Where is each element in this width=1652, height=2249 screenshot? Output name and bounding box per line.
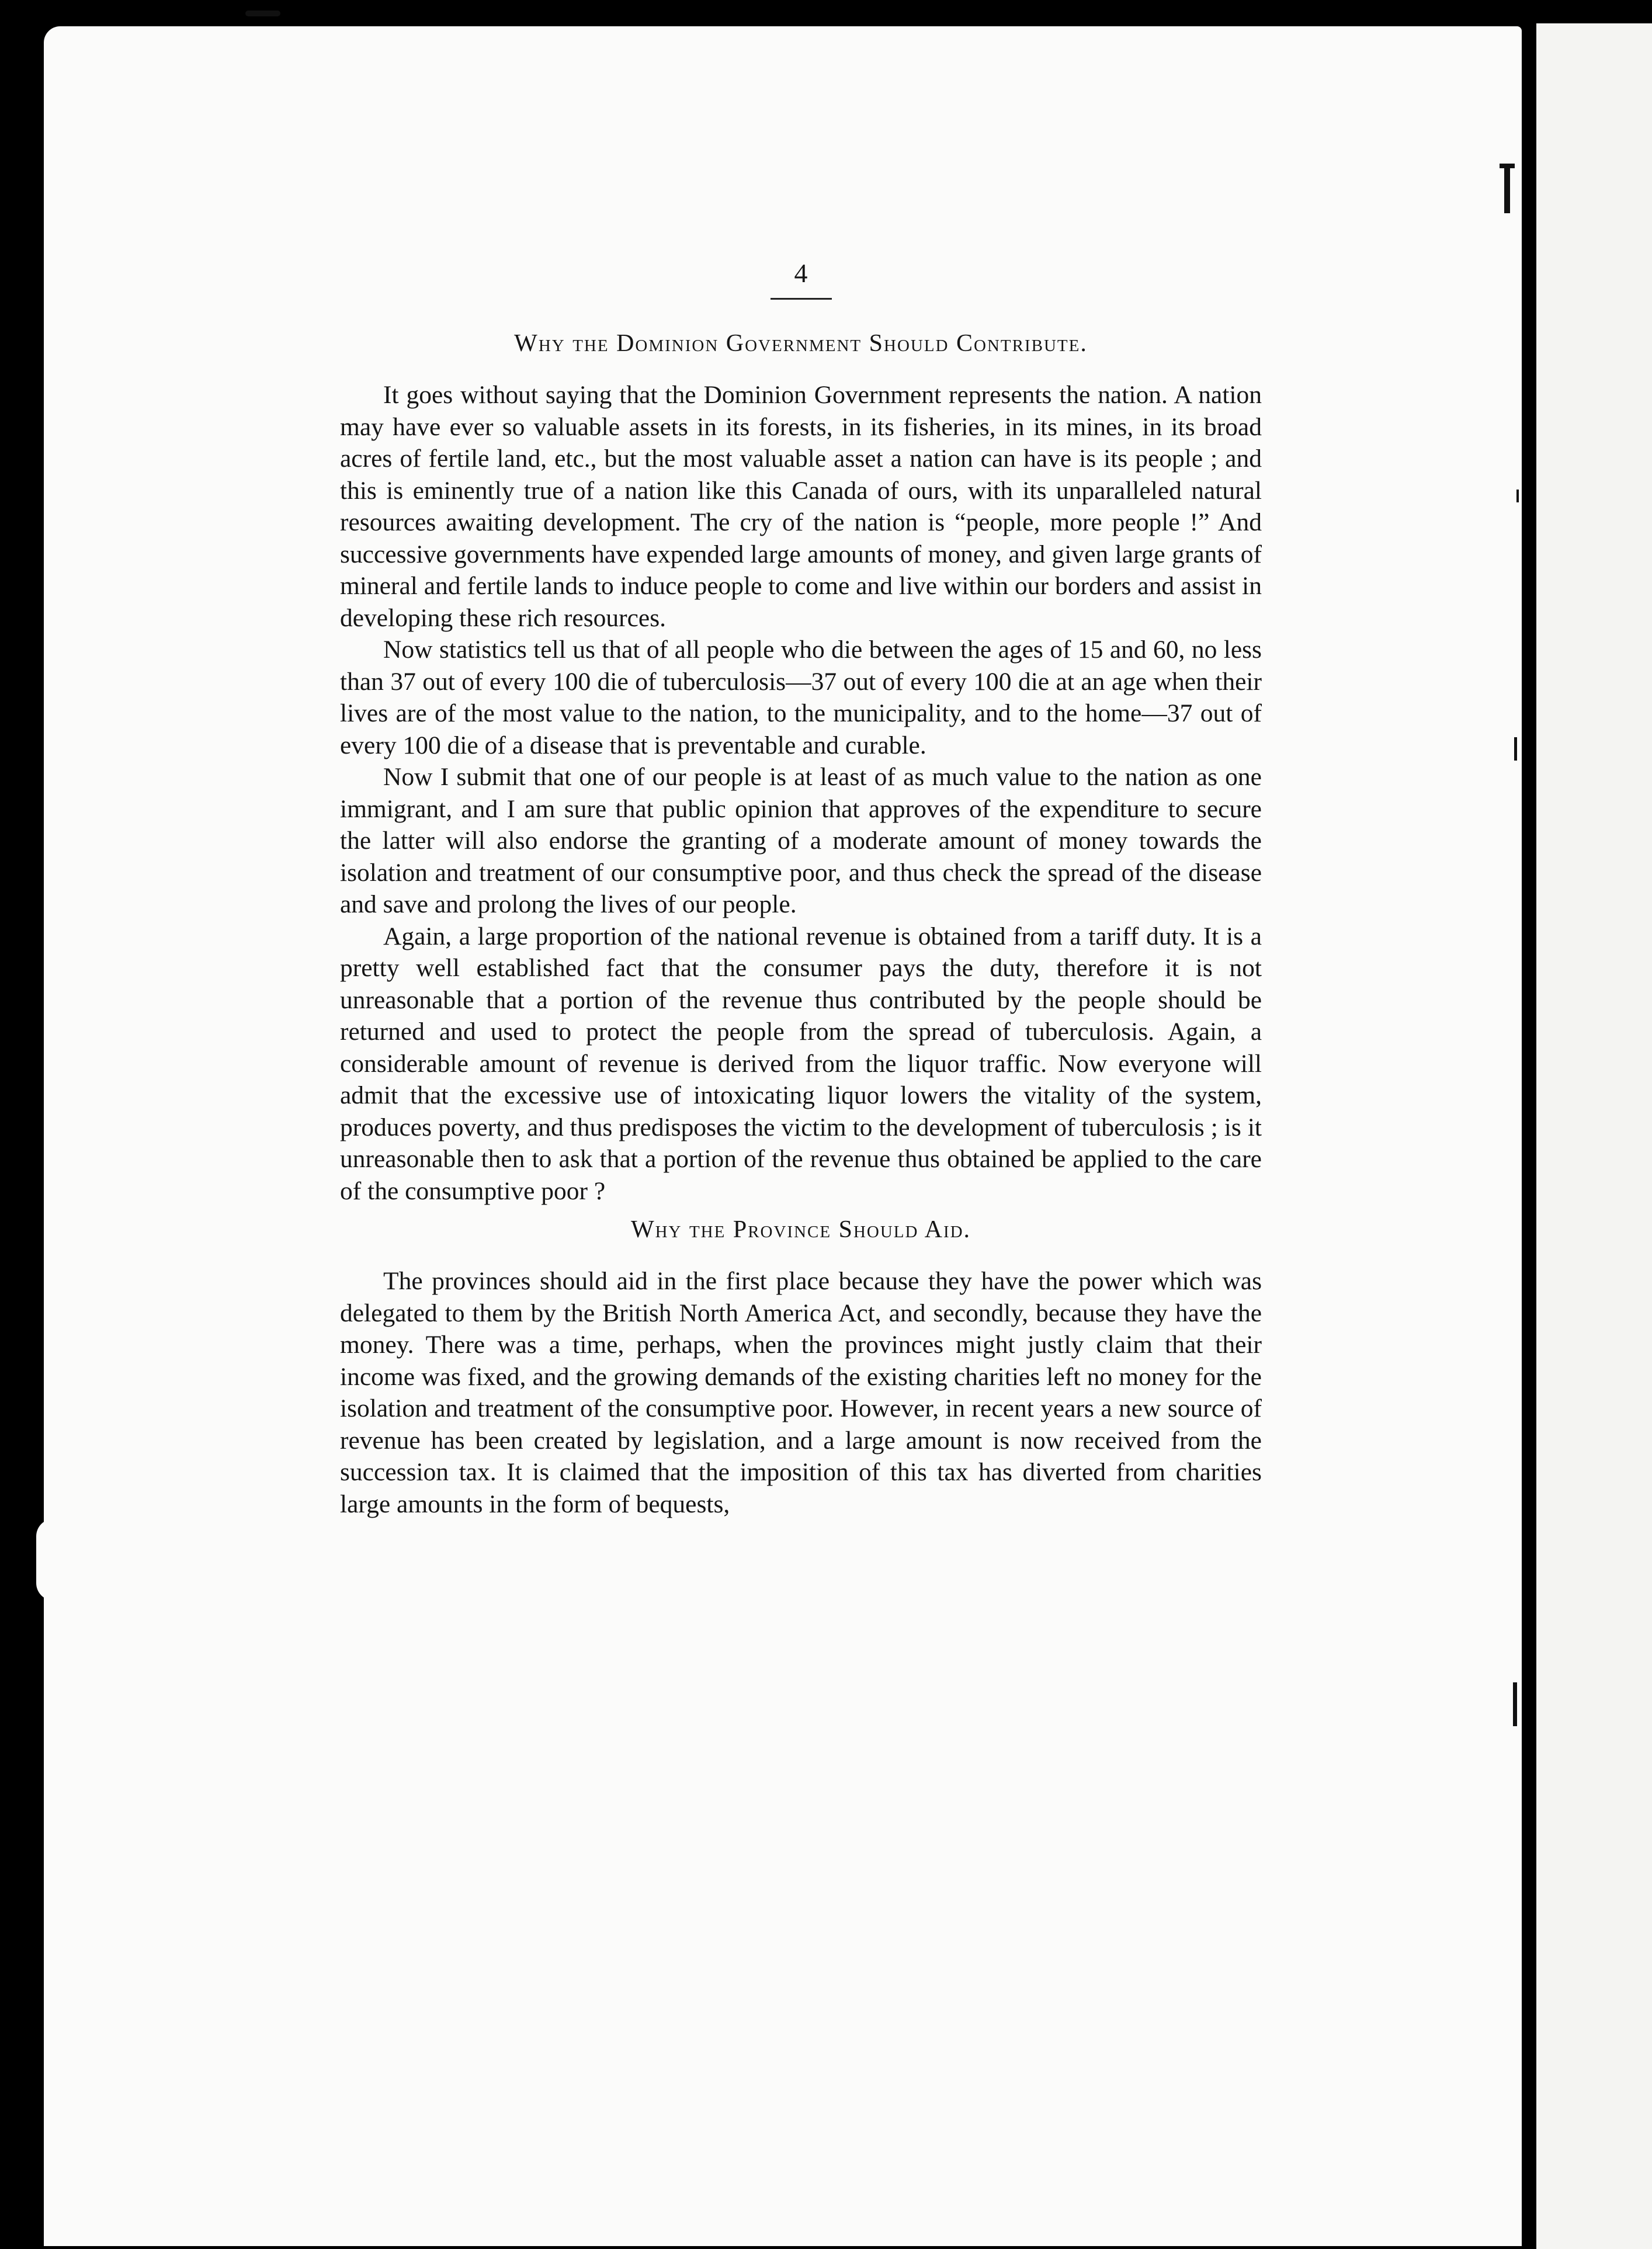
paragraph: Now I submit that one of our people is at least of as much value to the nation as one immigrant, and I am sure that public opinion that approves of the expenditure to secure the latter will also endorse the granting of a moderate amount of money towards the isolation and treatment of our consumptive poor, and thus check the spread of the disease and save and prolong the lives of our people.: [340, 763, 1262, 918]
page-number-rule: [771, 298, 832, 300]
scan-speck: [1504, 166, 1510, 213]
page-number: 4: [794, 258, 808, 288]
scan-speck: [1516, 490, 1519, 502]
section-heading: Why the Province Should Aid.: [630, 1216, 971, 1243]
torn-edge: [36, 1519, 71, 1601]
paragraph: Again, a large proportion of the national revenue is obtained from a tariff duty. It is a pretty well established fact that the consumer pays the duty, therefore it is not unreasonable that a portion of the revenue thus contributed by the people should be returned and used to protect the people from the spread of tuberculosis. Again, a considerable amount of revenue is derived from the liquor traffic. Now everyone will admit that the excessive use of intoxicating liquor lowers the vitality of the system, produces poverty, and thus predisposes the victim to the development of tuberculosis ; is it unreasonable then to ask that a portion of the revenue thus obtained be applied to the care of the consumptive poor ?: [340, 922, 1262, 1205]
paragraph: Now statistics tell us that of all people who die between the ages of 15 and 60, no less than 37 out of every 100 die of tuberculosis—37 out of every 100 die at an age when their lives are of the most value to the nation, to the municipality, and to the home—37 out of every 100 die of a disease that is preventable and curable.: [340, 636, 1262, 759]
scan-speck: [1513, 1682, 1517, 1726]
paragraph: It goes without saying that the Dominion Government represents the nation. A nation may have ever so valuable assets in its forests, in its fisheries, in its mines, in its broad acres of fertile land, etc., but the most valuable asset a nation can have is its people ; and this is eminently true of a nation like this Canada of ours, with its unparalleled natural resources awaiting development. The cry of the nation is “people, more people !” And successive governments have expended large amounts of money, and given large grants of mineral and fertile lands to induce people to come and live within our borders and assist in developing these rich resources.: [340, 381, 1262, 632]
paragraph: The provinces should aid in the first place because they have the power which was delegated to them by the British North America Act, and secondly, because they have the money. There was a time, perhaps, when the provinces might justly claim that their income was fixed, and the growing demands of the existing charities left no money for the isolation and treatment of the consumptive poor. However, in recent years a new source of revenue has been created by legislation, and a large amount is now received from the succession tax. It is claimed that the imposition of this tax has diverted from charities large amounts in the form of bequests,: [340, 1267, 1262, 1518]
adjacent-page-edge: [1536, 23, 1652, 2249]
scan-speck: [1514, 737, 1517, 761]
scan-speck: [245, 11, 280, 16]
scan-speck: [1500, 164, 1515, 168]
document-body: [340, 257, 1262, 1520]
section-heading: Why the Dominion Government Should Contribute.: [514, 330, 1088, 357]
